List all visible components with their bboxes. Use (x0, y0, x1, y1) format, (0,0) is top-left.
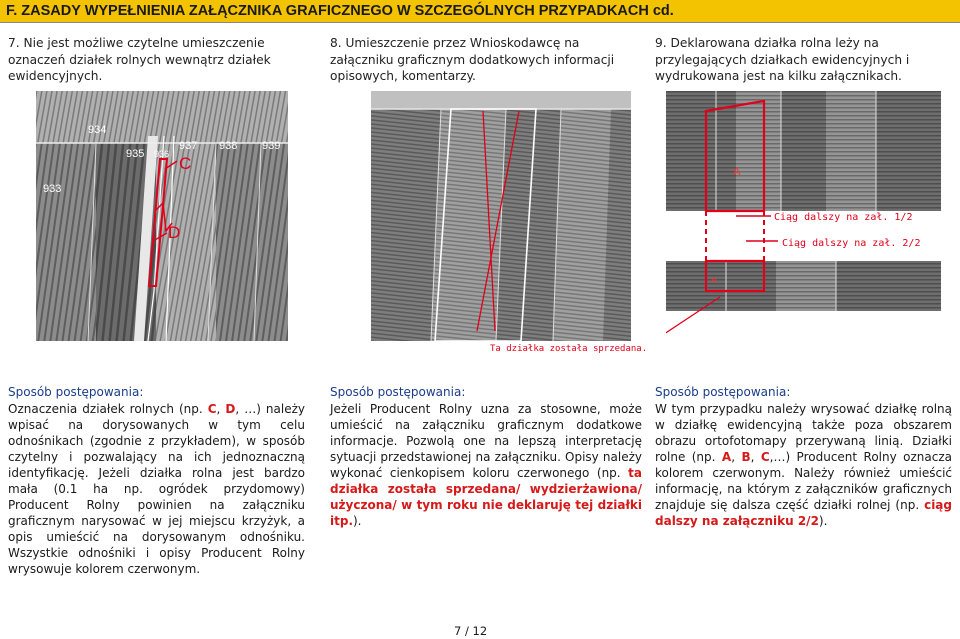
section-title: F. ZASADY WYPEŁNIENIA ZAŁĄCZNIKA GRAFICZNEGO W SZCZEGÓLNYCH PRZYPADKACH cd. (0, 0, 960, 22)
procedure-case-9 (655, 384, 952, 529)
procedure-body: W tym przypadku należy wrysować działkę rolną w działkę ewidencyjną także poza obszarem obrazu ortofotomapy przerywaną linią. Działki rolne (np. A, B, C,…) Producent Rolny oznacza kolorem czerwonym. Należy również umieścić informację, na którym z załączników graficznych znajduje się dalsza część działki rolnej (np. ciąg dalszy na załączniku 2/2). (655, 402, 952, 528)
title-divider (0, 22, 960, 23)
parcel-936: 936 (154, 149, 170, 159)
intro-case-7: 7. Nie jest możliwe czytelne umieszczenie oznaczeń działek rolnych wewnątrz działek ewidencyjnych. (8, 36, 271, 83)
label-c: C (179, 154, 192, 173)
inline-label-c: C (207, 402, 217, 416)
label-d: D (168, 223, 181, 242)
example-continuation: ciąg dalszy na załączniku 2/2 (655, 498, 952, 528)
inline-label-d: D (225, 402, 236, 416)
parcel-938: 938 (219, 140, 238, 152)
parcel-935: 935 (126, 148, 145, 160)
intro-case-8: 8. Umieszczenie przez Wnioskodawcę na załączniku graficznym dodatkowych informacji opisowych, komentarzy. (330, 36, 615, 83)
label-a-bottom: A (711, 275, 718, 285)
procedure-case-8 (330, 384, 642, 529)
example-note: ta działka została sprzedana/ wydzierżawiona/ użyczona/ w tym roku nie deklaruję tej działki itp. (330, 466, 642, 528)
procedure-heading: Sposób postępowania: (330, 385, 466, 399)
procedure-heading: Sposób postępowania: (655, 385, 791, 399)
ortho-photo-case-7 (36, 91, 288, 341)
inline-label-b: B (741, 450, 751, 464)
procedure-heading: Sposób postępowania: (8, 385, 144, 399)
inline-label-a: A (721, 450, 732, 464)
note-parcel-sold: Ta działka została sprzedana. (490, 344, 648, 354)
procedure-body: Oznaczenia działek rolnych (np. C, D, …) należy wpisać na dorysowanych w tym celu odnośnikach (zgodnie z przykładem), w sposób czytelny i pozwalający na ich jednoznaczną identyfikację. Jeżeli działka rolna jest bardzo mała (0.1 ha np. ogródek przydomowy) Producent Rolny powinien na załączniku graficznym narysować w jej miejscu krzyżyk, a opis umieścić na dorysowanym odnośniku. Wszystkie odnośniki i opisy Producent Rolny wrysowuje kolorem czerwonym. (8, 402, 306, 576)
note-continued-2-2: Ciąg dalszy na zał. 2/2 (782, 238, 921, 249)
label-a-top: A (733, 166, 741, 178)
procedure-case-7 (8, 384, 305, 577)
parcel-934: 934 (88, 124, 107, 136)
parcel-933: 933 (43, 183, 62, 195)
procedure-body: Jeżeli Producent Rolny uzna za stosowne, może umieścić na załączniku graficznym dodatkowe informacje. Pozwolą one na lepszą interpretację sytuacji przedstawionej na załączniku. Opisy należy wykonać cienkopisem koloru czerwonego (np. ta działka została sprzedana/ wydzierżawiona/ użyczona/ w tym roku nie deklaruję tej działki itp.). (330, 402, 642, 528)
parcel-937: 937 (179, 140, 198, 152)
page-number: 7 / 12 (454, 624, 488, 638)
ortho-photo-case-9 (666, 91, 956, 357)
parcel-939: 939 (262, 140, 281, 152)
intro-case-9: 9. Deklarowana działka rolna leży na przylegających działkach ewidencyjnych i wydrukowana jest na kilku załącznikach. (655, 36, 910, 83)
ortho-photo-case-8 (371, 91, 631, 341)
note-continued-1-2: Ciąg dalszy na zał. 1/2 (774, 212, 913, 223)
inline-label-c: C (760, 450, 770, 464)
